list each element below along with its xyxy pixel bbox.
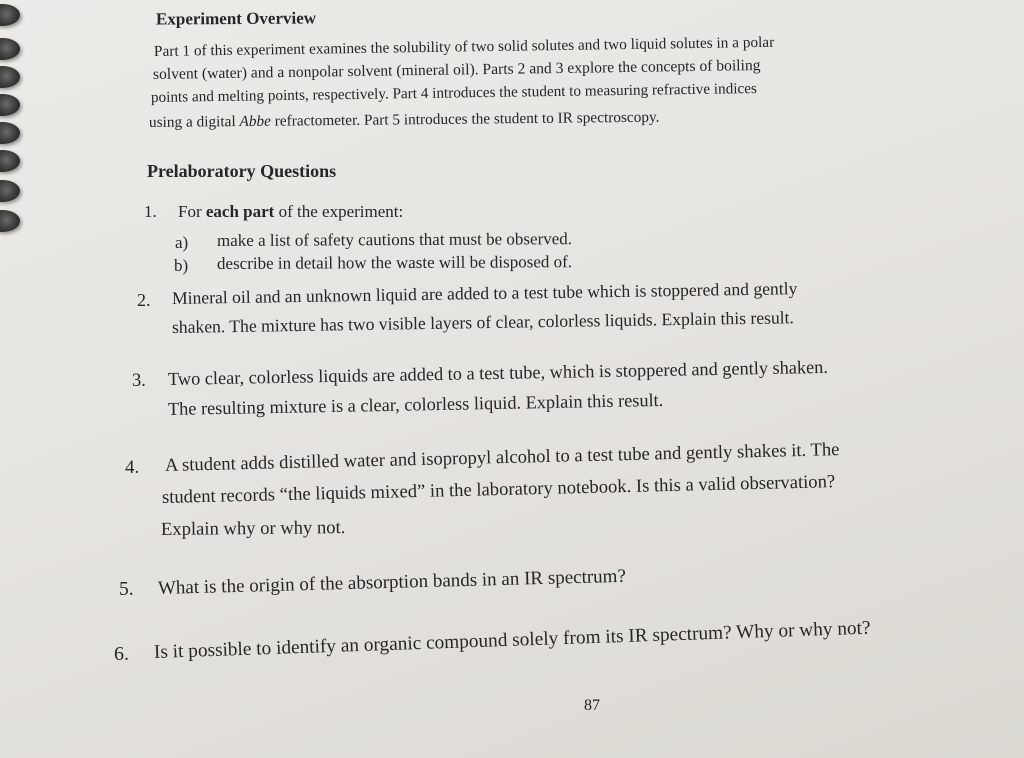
question-text: Two clear, colorless liquids are added to a test tube, which is stoppered and gently shaken.	[167, 356, 829, 389]
question-text-pre: For	[178, 202, 206, 221]
prelab-heading: Prelaboratory Questions	[147, 161, 337, 181]
question-number: 6.	[114, 643, 129, 665]
page-number: 87	[584, 697, 600, 714]
question-text	[178, 202, 403, 222]
question-number: 4.	[125, 457, 140, 478]
overview-line: using a digital Abbe refractometer. Part 5 introduces the student to IR spectroscopy.	[148, 108, 660, 131]
overview-line: Part 1 of this experiment examines the solubility of two solid solutes and two liquid solutes in a polar	[153, 33, 775, 60]
question-text: Is it possible to identify an organic compound solely from its IR spectrum? Why or why not?	[153, 617, 871, 663]
question-number: 3.	[132, 371, 146, 391]
question-text: The resulting mixture is a clear, colorless liquid. Explain this result.	[167, 389, 664, 419]
subitem-letter: a)	[175, 233, 189, 252]
question-text: What is the origin of the absorption bands in an IR spectrum?	[157, 565, 627, 599]
question-text: Mineral oil and an unknown liquid are added to a test tube which is stoppered and gently	[171, 278, 798, 308]
question-text-post: of the experiment:	[274, 202, 404, 221]
question-text: shaken. The mixture has two visible layers of clear, colorless liquids. Explain this result.	[171, 307, 795, 337]
question-text: Explain why or why not.	[160, 517, 346, 540]
overview-line: solvent (water) and a nonpolar solvent (mineral oil). Parts 2 and 3 explore the concepts of boiling	[152, 56, 761, 83]
overview-heading: Experiment Overview	[155, 8, 317, 29]
question-text-emphasis: each part	[205, 202, 275, 221]
subitem-text: describe in detail how the waste will be disposed of.	[216, 252, 573, 273]
subitem-letter: b)	[174, 256, 189, 275]
question-number: 2.	[137, 290, 151, 310]
subitem-text: make a list of safety cautions that must be observed.	[216, 229, 573, 250]
question-number: 1.	[144, 202, 157, 221]
question-text: student records “the liquids mixed” in the laboratory notebook. Is this a valid observation?	[161, 471, 836, 508]
question-text: A student adds distilled water and isopropyl alcohol to a test tube and gently shakes it. The	[164, 439, 840, 476]
question-number: 5.	[119, 579, 134, 600]
overview-line: points and melting points, respectively. Part 4 introduces the student to measuring refractive indices	[150, 80, 758, 106]
